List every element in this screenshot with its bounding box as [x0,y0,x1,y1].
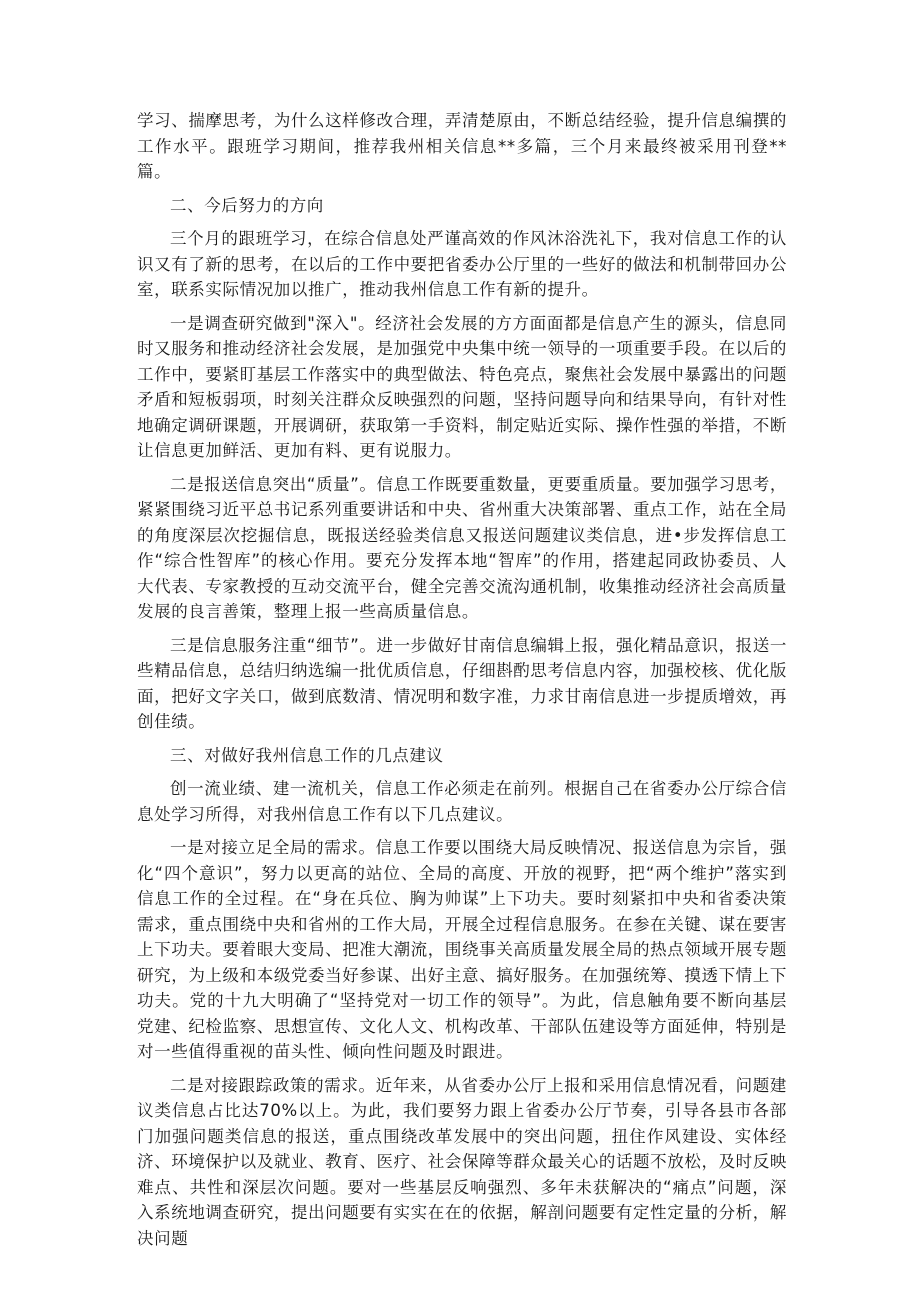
paragraph-quality: 二是报送信息突出“质量”。信息工作既要重数量，更要重质量。要加强学习思考，紧紧围绕习近平总书记系列重要讲话和中央、省州重大决策部署、重点工作，站在全局的角度深层次挖掘信息，既报送经验类信息又报送问题建议类信息，进•步发挥信息工作“综合性智库”的核心作用。要充分发挥本地“智库”的作用，搭建起同政协委员、人大代表、专家教授的互动交流平台，健全完善交流沟通机制，收集推动经济社会高质量发展的良言善策，整理上报一些高质量信息。 [137,474,787,621]
document-body [137,108,787,1259]
paragraph-intro-direction: 三个月的跟班学习，在综合信息处严谨高效的作风沐浴洗礼下，我对信息工作的认识又有了新的思考，在以后的工作中要把省委办公厅里的一些好的做法和机制带回办公室，联系实际情况加以推广，推动我州信息工作有新的提升。 [137,229,787,299]
paragraph-suggestions-intro: 创一流业绩、建一流机关，信息工作必须走在前列。根据自己在省委办公厅综合信息处学习所得，对我州信息工作有以下几点建议。 [137,779,787,824]
section-heading-suggestions: 三、对做好我州信息工作的几点建议 [170,745,444,765]
paragraph-details: 三是信息服务注重“细节”。进一步做好甘南信息编辑上报，强化精品意识，报送一些精品信息，总结归纳选编一批优质信息，仔细斟酌思考信息内容，加强校核、优化版面，把好文字关口，做到底数清、情况明和数字准，力求甘南信息进一步提质增效，再创佳绩。 [137,635,787,731]
paragraph-global-needs: 一是对接立足全局的需求。信息工作要以围绕大局反映情况、报送信息为宗旨，强化“四个意识”，努力以更高的站位、全局的高度、开放的视野，把“两个维护”落实到信息工作的全过程。在“身在兵位、胸为帅谋”上下功夫。要时刻紧扣中央和省委决策需求，重点围绕中央和省州的工作大局，开展全过程信息服务。在参在关键、谋在要害上下功夫。要着眼大变局、把准大潮流，围绕事关高质量发展全局的热点领域开展专题研究，为上级和本级党委当好参谋、出好主意、搞好服务。在加强统筹、摸透下情上下功夫。党的十九大明确了“坚持党对一切工作的领导”。为此，信息触角要不断向基层党建、纪检监察、思想宣传、文化人文、机构改革、干部队伍建设等方面延伸，特别是对一些值得重视的苗头性、倾向性问题及时跟进。 [137,838,787,1061]
paragraph-research-depth: 一是调查研究做到"深入"。经济社会发展的方方面面都是信息产生的源头，信息同时又服务和推动经济社会发展，是加强党中央集中统一领导的一项重要手段。在以后的工作中，要紧盯基层工作落实中的典型做法、特色亮点，聚焦社会发展中暴露出的问题矛盾和短板弱项，时刻关注群众反映强烈的问题，坚持问题导向和结果导向，有针对性地确定调研课题，开展调研，获取第一手资料，制定贴近实际、操作性强的举措，不断让信息更加鲜活、更加有料、更有说服力。 [137,313,787,460]
section-heading-future-direction: 二、今后努力的方向 [170,195,324,215]
paragraph-policy-needs: 二是对接跟踪政策的需求。近年来，从省委办公厅上报和采用信息情况看，问题建议类信息占比达70%以上。为此，我们要努力跟上省委办公厅节奏，引导各县市各部门加强问题类信息的报送，重点围绕改革发展中的突出问题，扭住作风建设、实体经济、环境保护以及就业、教育、医疗、社会保障等群众最关心的话题不放松，及时反映难点、共性和深层次问题。要对一些基层反响强烈、多年未获解决的“痛点”问题，深入系统地调查研究，提出问题要有实实在在的依据，解剖问题要有定性定量的分析，解决问题 [137,1075,787,1248]
paragraph-continuation: 学习、揣摩思考，为什么这样修改合理，弄清楚原由，不断总结经验，提升信息编撰的工作水平。跟班学习期间，推荐我州相关信息**多篇，三个月来最终被采用刊登**篇。 [137,111,787,181]
